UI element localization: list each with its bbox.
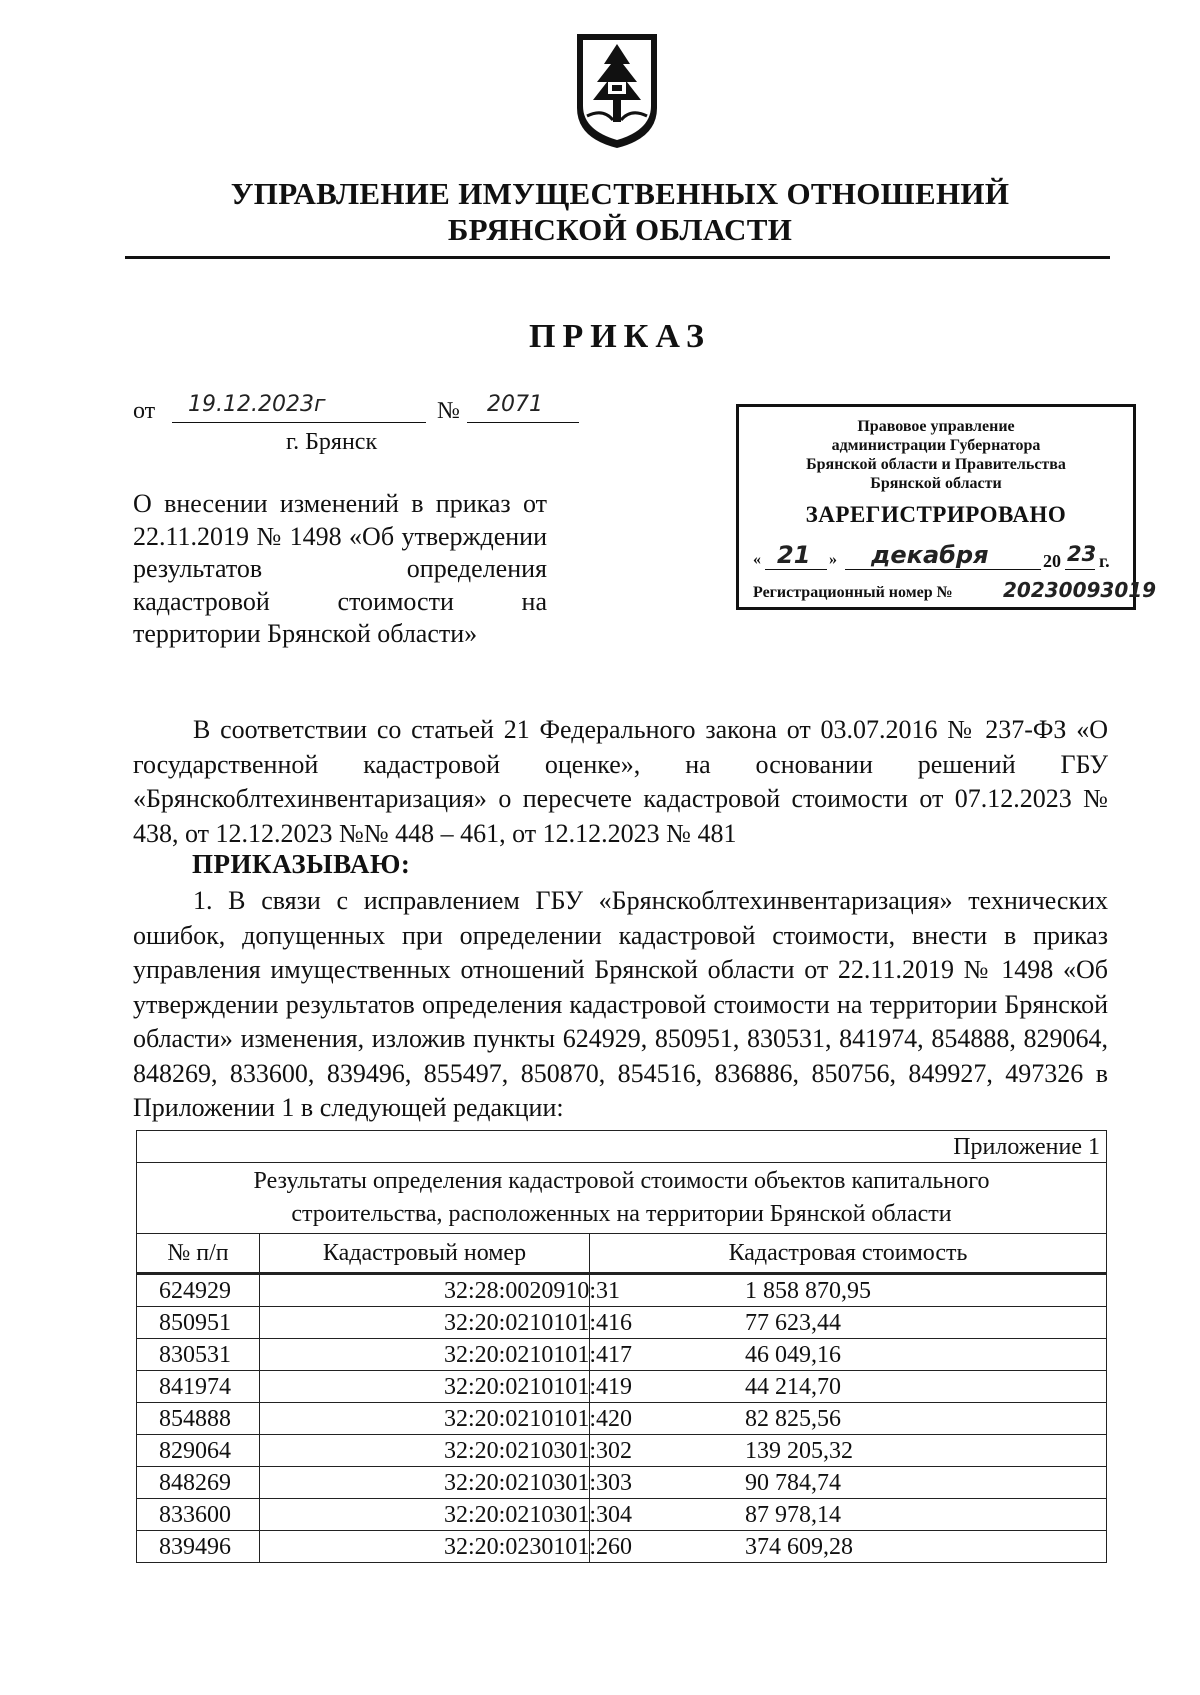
table-row <box>137 1435 1107 1467</box>
stamp-day-underline <box>765 569 827 570</box>
row-number-cell: 848269 <box>137 1467 260 1499</box>
cadastral-value-cell: 1 858 870,95 <box>590 1274 1107 1307</box>
stamp-date-row: « 21 » декабря 20 23 г. <box>753 541 1110 571</box>
number-label: № <box>437 398 460 424</box>
stamp-regnumber-row <box>753 578 1157 608</box>
row-number-cell: 829064 <box>137 1435 260 1467</box>
cadastral-value-cell: 90 784,74 <box>590 1467 1107 1499</box>
stamp-year-handwritten: 23 <box>1067 542 1097 566</box>
table-row <box>137 1467 1107 1499</box>
cadastral-value-cell: 77 623,44 <box>590 1307 1107 1339</box>
cadastral-number-cell: 32:20:0210301:304 <box>260 1499 590 1531</box>
table-row <box>137 1307 1107 1339</box>
stamp-registered: ЗАРЕГИСТРИРОВАНО <box>805 502 1067 527</box>
table-header-row <box>137 1234 1107 1274</box>
cadastral-number-cell: 32:20:0210101:420 <box>260 1403 590 1435</box>
cadastral-value-cell: 87 978,14 <box>590 1499 1107 1531</box>
column-header-cadastral-number: Кадастровый номер <box>260 1234 590 1274</box>
city: г. Брянск <box>286 429 378 455</box>
stamp-line4: Брянской области <box>870 475 1002 492</box>
coat-of-arms-emblem <box>573 30 661 152</box>
cadastral-value-cell: 46 049,16 <box>590 1339 1107 1371</box>
stamp-line2: администрации Губернатора <box>831 437 1041 454</box>
order-date-handwritten: 19.12.2023г <box>188 392 326 417</box>
date-underline <box>172 422 426 423</box>
table-row <box>137 1274 1107 1307</box>
table-caption: Результаты определения кадастровой стоимости объектов капитального строительства, расположенных на территории Брянской области <box>137 1163 1107 1234</box>
table-row <box>137 1371 1107 1403</box>
stamp-year-prefix: 20 <box>1043 551 1061 571</box>
cadastral-value-cell: 82 825,56 <box>590 1403 1107 1435</box>
preamble-paragraph: В соответствии со статьей 21 Федерального закона от 03.07.2016 № 237-ФЗ «О государственной кадастровой оценке», на основании решений ГБУ «Брянскоблтехинвентаризация» о пересчете кадастровой стоимости от 07.12.2023 № 438, от 12.12.2023 №№ 448 – 461, от 12.12.2023 № 481 <box>133 715 1108 848</box>
row-number-cell: 839496 <box>137 1531 260 1563</box>
cadastral-number-cell: 32:20:0210101:417 <box>260 1339 590 1371</box>
stamp-line1: Правовое управление <box>857 418 1015 435</box>
cadastral-number-cell: 32:28:0020910:31 <box>260 1274 590 1307</box>
cadastral-number-cell: 32:20:0210101:416 <box>260 1307 590 1339</box>
cadastral-value-cell: 374 609,28 <box>590 1531 1107 1563</box>
stamp-month-underline <box>845 569 1041 570</box>
row-number-cell: 833600 <box>137 1499 260 1531</box>
item-1-paragraph: 1. В связи с исправлением ГБУ «Брянскоблтехинвентаризация» технических ошибок, допущенных при определении кадастровой стоимости, внести в приказ управления имущественных отношений Брянской области от 22.11.2019 № 1498 «Об утверждении результатов определения кадастровой стоимости на территории Брянской области» изменения, изложив пункты 624929, 850951, 830531, 841974, 854888, 829064, 848269, 833600, 839496, 855497, 850870, 854516, 836886, 850756, 849927, 497326 в Приложении 1 в следующей редакции: <box>133 886 1108 1122</box>
number-underline <box>467 422 579 423</box>
stamp-line3: Брянской области и Правительства <box>806 456 1066 473</box>
table-row <box>137 1531 1107 1563</box>
appendix-row <box>137 1131 1107 1163</box>
from-label: от <box>133 398 156 424</box>
appendix-label: Приложение 1 <box>137 1131 1107 1163</box>
table-row <box>137 1339 1107 1371</box>
cadastral-number-cell: 32:20:0210301:303 <box>260 1467 590 1499</box>
organization-name <box>120 176 1120 248</box>
row-number-cell: 850951 <box>137 1307 260 1339</box>
cadastral-table <box>136 1130 1107 1563</box>
organization-name-line1: УПРАВЛЕНИЕ ИМУЩЕСТВЕННЫХ ОТНОШЕНИЙ <box>230 176 1010 211</box>
column-header-cadastral-value: Кадастровая стоимость <box>590 1234 1107 1274</box>
stamp-regnumber-label: Регистрационный номер № <box>753 584 953 601</box>
ordering-heading: ПРИКАЗЫВАЮ: <box>192 849 411 879</box>
registration-stamp <box>736 404 1157 610</box>
stamp-month-handwritten: декабря <box>871 541 989 569</box>
order-subject: О внесении изменений в приказ от 22.11.2019 № 1498 «Об утверждении результатов определения кадастровой стоимости на территории Брянской области» <box>133 489 547 648</box>
cadastral-value-cell: 139 205,32 <box>590 1435 1107 1467</box>
row-number-cell: 624929 <box>137 1274 260 1307</box>
cadastral-number-cell: 32:20:0210101:419 <box>260 1371 590 1403</box>
cadastral-number-cell: 32:20:0210301:302 <box>260 1435 590 1467</box>
order-number-handwritten: 2071 <box>487 392 543 417</box>
table-row <box>137 1499 1107 1531</box>
row-number-cell: 841974 <box>137 1371 260 1403</box>
organization-name-line2: БРЯНСКОЙ ОБЛАСТИ <box>447 212 793 247</box>
cadastral-number-cell: 32:20:0230101:260 <box>260 1531 590 1563</box>
column-header-number: № п/п <box>137 1234 260 1274</box>
stamp-day-handwritten: 21 <box>777 541 811 569</box>
cadastral-value-cell: 44 214,70 <box>590 1371 1107 1403</box>
row-number-cell: 830531 <box>137 1339 260 1371</box>
caption-row <box>137 1163 1107 1234</box>
stamp-regnumber-handwritten: 20230093019 <box>1003 578 1157 602</box>
header-divider <box>125 256 1110 259</box>
table-row <box>137 1403 1107 1435</box>
stamp-year-suffix: г. <box>1099 551 1110 571</box>
document-type-title: ПРИКАЗ <box>529 318 711 355</box>
stamp-year-underline <box>1065 569 1095 570</box>
row-number-cell: 854888 <box>137 1403 260 1435</box>
